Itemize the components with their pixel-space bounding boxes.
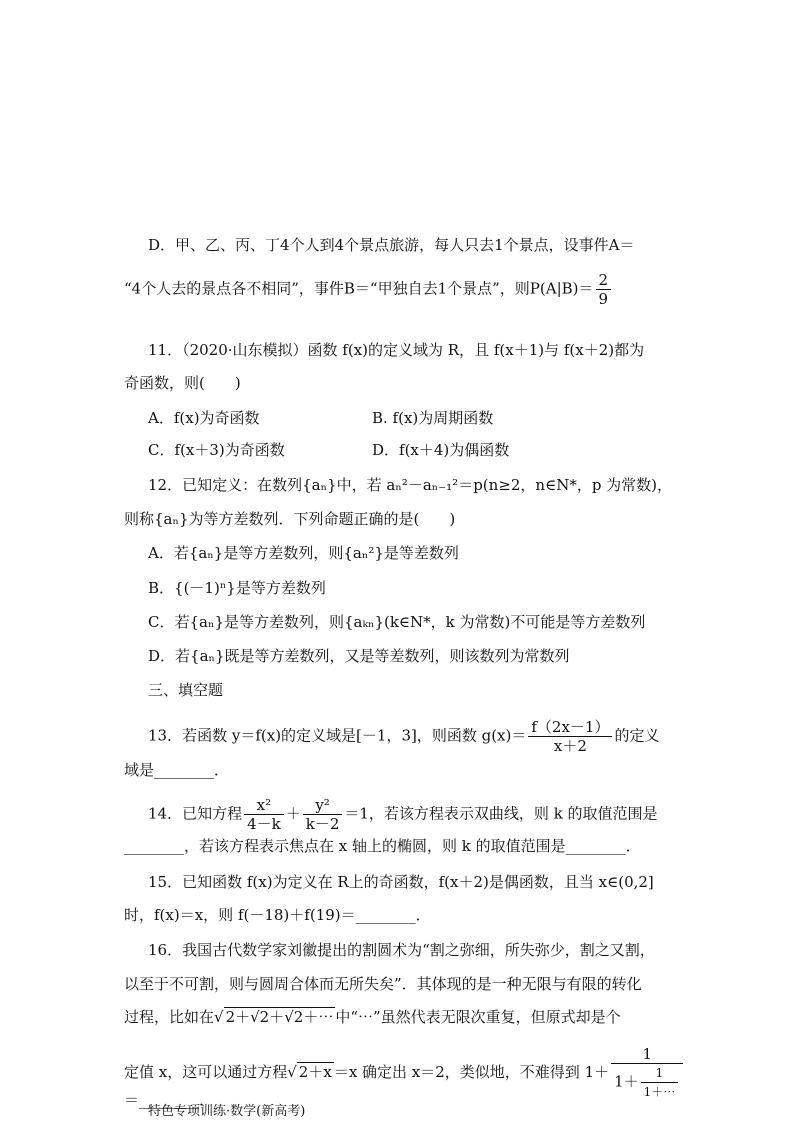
q14-stem [148, 796, 658, 833]
q13-stem-2: 域是________． [124, 761, 230, 779]
q11-option-d: D．f(x＋4)为偶函数 [372, 441, 510, 459]
q11-option-b: B. f(x)为周期函数 [372, 409, 494, 427]
q14-stem-2: ________，若该方程表示焦点在 x 轴上的椭圆，则 k 的取值范围是________． [124, 837, 641, 855]
q13-text: 13．若函数 y＝f(x)的定义域是[－1，3]，则函数 g(x)＝ [148, 726, 527, 745]
plus-sign: ＋ [285, 804, 301, 823]
radicand: 2＋√2＋√2＋⋯ [225, 1008, 334, 1026]
line-events [124, 271, 613, 308]
q16-stem-2: 以至于不可割，则与圆周合体而无所失矣”．其体现的是一种无限与有限的转化 [124, 975, 642, 993]
q12-stem-2: 则称{aₙ}为等方差数列．下列命题正确的是( ) [124, 510, 456, 528]
frac-den: 1＋⋯ [643, 1085, 676, 1099]
frac-den: 4－k [247, 815, 281, 833]
q14-fraction-2 [303, 796, 343, 833]
line-option-d: D．甲、乙、丙、丁4个人到4个景点旅游，每人只去1个景点，设事件A＝ [148, 236, 635, 254]
q14-text: 14．已知方程 [148, 804, 243, 823]
nested-radical: √ 2＋√2＋√2＋⋯ [214, 1008, 334, 1026]
q16-answer-line: ＝________． [124, 1091, 215, 1109]
q16-stem: 16．我国古代数学家刘徽提出的割圆术为“割之弥细，所失弥少，割之又割， [148, 941, 655, 959]
q16-text: 定值 x，这可以通过方程 [124, 1063, 288, 1081]
q13-fraction [528, 718, 612, 755]
q12-option-a: A．若{aₙ}是等方差数列，则{aₙ²}是等差数列 [148, 544, 459, 562]
radical: √ 2＋x [287, 1063, 332, 1081]
q14-text-tail: ＝1，若该方程表示双曲线，则 k 的取值范围是 [344, 804, 658, 823]
footer-series: 特色专项训练·数学(新高考) [148, 1104, 306, 1119]
q11-option-c: C．f(x＋3)为奇函数 [148, 441, 285, 459]
frac-num: x² [244, 796, 284, 815]
q14-fraction-1 [244, 796, 284, 833]
fraction-two-ninths [596, 271, 612, 308]
frac-den: k－2 [305, 815, 340, 833]
q11-option-a: A．f(x)为奇函数 [148, 409, 260, 427]
frac-den [611, 1064, 683, 1101]
section-heading: 三、填空题 [148, 681, 224, 699]
q13-text-tail: 的定义 [614, 726, 660, 745]
frac-num: y² [303, 796, 343, 815]
q16-text-tail: 中“⋯”虽然代表无限次重复，但原式却是个 [335, 1008, 621, 1026]
frac-num: 2 [596, 271, 612, 290]
frac-den: x＋2 [553, 737, 587, 755]
q16-text-mid: ＝x 确定出 x＝2，类似地，不难得到 1＋ [333, 1063, 610, 1081]
q15-stem-2: 时，f(x)＝x，则 f(－18)＋f(19)＝________． [124, 906, 431, 924]
events-text: “4个人去的景点各不相同”，事件B＝“甲独自去1个景点”，则P(A|B)＝ [124, 279, 594, 298]
q15-stem: 15．已知函数 f(x)为定义在 R上的奇函数，f(x＋2)是偶函数，且当 x∈(0,2] [148, 873, 654, 891]
inner-fraction [641, 1064, 679, 1101]
q12-option-d: D．若{aₙ}既是等方差数列，又是等差数列，则该数列为常数列 [148, 647, 570, 665]
frac-den: 9 [598, 290, 609, 308]
continued-fraction [611, 1045, 683, 1101]
q12-option-b: B．{(－1)ⁿ}是等方差数列 [148, 579, 326, 597]
den-text: 1＋ [614, 1072, 639, 1091]
q12-stem: 12．已知定义：在数列{aₙ}中，若 aₙ²－aₙ₋₁²＝p(n≥2，n∈N*，p 为常数)， [148, 476, 673, 494]
q16-text: 过程，比如在 [124, 1008, 215, 1026]
q11-stem-2: 奇函数，则( ) [124, 374, 241, 392]
q11-stem: 11．（2020·山东模拟）函数 f(x)的定义域为 R，且 f(x＋1)与 f(x＋2)都为 [148, 341, 645, 359]
q13-stem [148, 718, 660, 755]
q12-option-c: C．若{aₙ}是等方差数列，则{aₖₙ}(k∈N*，k 为常数)不可能是等方差数列 [148, 613, 646, 631]
frac-num: f（2x－1） [528, 718, 612, 737]
frac-num: 1 [611, 1045, 683, 1064]
frac-num: 1 [641, 1064, 679, 1083]
q16-stem-3 [124, 1007, 621, 1027]
radicand: 2＋x [298, 1063, 332, 1081]
